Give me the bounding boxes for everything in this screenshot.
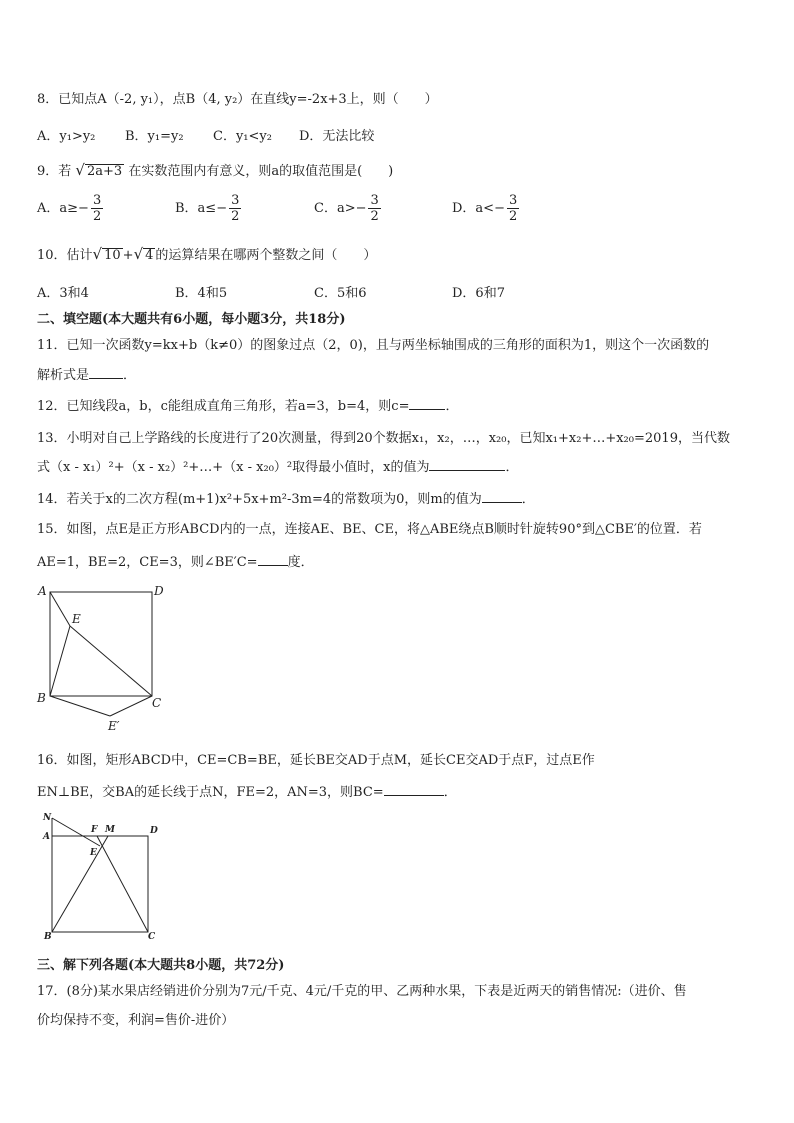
- q9-a-label: A．a≥−: [37, 201, 89, 216]
- label-b: B: [44, 932, 52, 942]
- question-13-line-1: 13．小明对自己上学路线的长度进行了20次测量，得到20个数据x₁，x₂，…，x₂₀，已知x₁+x₂+…+x₂₀=2019，当代数: [37, 431, 730, 446]
- q12-end: ．: [445, 399, 459, 414]
- segment-bm: [52, 836, 108, 932]
- q9-option-d: [452, 193, 521, 224]
- figure-16-rectangle: [38, 808, 168, 944]
- q15-text: AE=1，BE=2，CE=3，则∠BE′C=: [37, 555, 258, 570]
- q8-option-b: B．y₁=y₂: [125, 129, 184, 144]
- label-n: N: [43, 813, 52, 823]
- q9-d-label: D．a<−: [452, 201, 505, 216]
- section-2-heading: 二、填空题(本大题共有6小题，每小题3分，共18分): [37, 312, 346, 327]
- q9-b-fraction: $\frac{3}{2}$: [231, 193, 240, 224]
- question-14: [37, 488, 535, 507]
- q16-answer-blank: [384, 783, 444, 796]
- q16-text: EN⊥BE，交BA的延长线于点N，FE=2，AN=3，则BC=: [37, 785, 384, 800]
- label-d: D: [150, 826, 158, 836]
- question-16-line-2: [37, 781, 457, 800]
- label-e: E: [72, 612, 81, 626]
- section-3-heading: 三、解下列各题(本大题共8小题，共72分): [37, 958, 285, 973]
- q10-plus: +: [122, 248, 134, 263]
- q10-radicand-2: 4: [145, 248, 154, 263]
- q15-end: 度．: [287, 555, 314, 570]
- q14-text: 14．若关于x的二次方程(m+1)x²+5x+m²-3m=4的常数项为0，则m的值为: [37, 492, 482, 507]
- label-b: B: [37, 691, 46, 705]
- q12-answer-blank: [409, 397, 445, 410]
- q10-option-d: D．6和7: [452, 286, 505, 301]
- label-a: A: [43, 832, 50, 842]
- label-e: E: [90, 848, 97, 858]
- q10-prefix: 10．估计: [37, 248, 93, 263]
- q10-suffix: 的运算结果在哪两个整数之间（ ）: [155, 248, 377, 263]
- q11-end: ．: [123, 368, 137, 383]
- q12-text: 12．已知线段a，b，c能组成直角三角形，若a=3，b=4，则c=: [37, 399, 410, 414]
- q13-answer-blank: [429, 458, 505, 471]
- q8-option-d: D．无法比较: [299, 129, 375, 144]
- q11-text: 解析式是: [37, 368, 90, 383]
- label-d: D: [154, 584, 164, 598]
- q13-end: ．: [505, 460, 519, 475]
- label-m: M: [105, 825, 115, 835]
- q14-answer-blank: [482, 490, 522, 503]
- q10-option-c: C．5和6: [314, 286, 367, 301]
- question-10: 10．估计√ 10 +√ 4 的运算结果在哪两个整数之间（ ）: [37, 245, 377, 263]
- q10-option-a: A．3和4: [37, 286, 89, 301]
- question-12: [37, 395, 458, 414]
- q9-option-c: [314, 193, 383, 224]
- q14-end: ．: [521, 492, 535, 507]
- question-11-line-2: [37, 364, 136, 383]
- q15-answer-blank: [258, 553, 288, 566]
- q9-c-label: C．a>−: [314, 201, 367, 216]
- q9-sqrt: √ 2a+3: [75, 161, 123, 179]
- q9-suffix: 在实数范围内有意义，则a的取值范围是( ): [128, 164, 394, 179]
- question-17-line-2: 价均保持不变，利润=售价-进价）: [37, 1013, 235, 1028]
- q16-end: ．: [443, 785, 457, 800]
- question-16-line-1: 16．如图，矩形ABCD中，CE=CB=BE，延长BE交AD于点M，延长CE交AD于点F，过点E作: [37, 753, 595, 768]
- q8-option-a: A．y₁>y₂: [37, 129, 96, 144]
- question-15-line-2: [37, 551, 314, 570]
- question-11-line-1: 11．已知一次函数y=kx+b（k≠0）的图象过点（2，0)，且与两坐标轴围成的三角形的面积为1，则这个一次函数的: [37, 338, 710, 353]
- label-c: C: [148, 932, 156, 942]
- q8-option-c: C．y₁<y₂: [213, 129, 272, 144]
- q9-d-fraction: $\frac{3}{2}$: [508, 193, 518, 224]
- q9-c-fraction: $\frac{3}{2}$: [370, 193, 379, 224]
- segment-be: [50, 626, 70, 696]
- question-17-line-1: 17．(8分)某水果店经销进价分别为7元/千克、4元/千克的甲、乙两种水果，下表是近两天的销售情况:（进价、售: [37, 984, 687, 999]
- figure-15-square: [30, 578, 180, 738]
- question-8: 8．已知点A（-2, y₁），点B（4, y₂）在直线y=-2x+3上，则（ ）: [37, 92, 438, 107]
- question-15-line-1: 15．如图，点E是正方形ABCD内的一点，连接AE、BE、CE，将△ABE绕点B顺时针旋转90°到△CBE′的位置．若: [37, 522, 702, 537]
- q9-option-a: [37, 193, 105, 224]
- q11-answer-blank: [89, 366, 123, 379]
- q9-a-fraction: $\frac{3}{2}$: [92, 193, 102, 224]
- q9-b-label: B．a≤−: [175, 201, 228, 216]
- q10-radicand-1: 10: [104, 248, 121, 263]
- q10-option-b: B．4和5: [175, 286, 228, 301]
- segment-ce: [70, 626, 152, 696]
- label-e-prime: E′: [108, 719, 120, 733]
- label-f: F: [91, 825, 98, 835]
- label-c: C: [152, 696, 162, 710]
- q9-radicand: 2a+3: [86, 164, 123, 179]
- segment-cf: [97, 836, 148, 932]
- q9-prefix: 9．若: [37, 164, 72, 179]
- question-9: [37, 160, 393, 179]
- q13-text: 式（x - x₁）²+（x - x₂）²+…+（x - x₂₀）²取得最小值时，x的值为: [37, 460, 430, 475]
- label-a: A: [38, 584, 47, 598]
- segment-ce-prime: [110, 696, 152, 716]
- question-13-line-2: [37, 456, 518, 475]
- segment-ae: [50, 592, 70, 626]
- segment-be-prime: [50, 696, 110, 716]
- q9-option-b: [175, 193, 243, 224]
